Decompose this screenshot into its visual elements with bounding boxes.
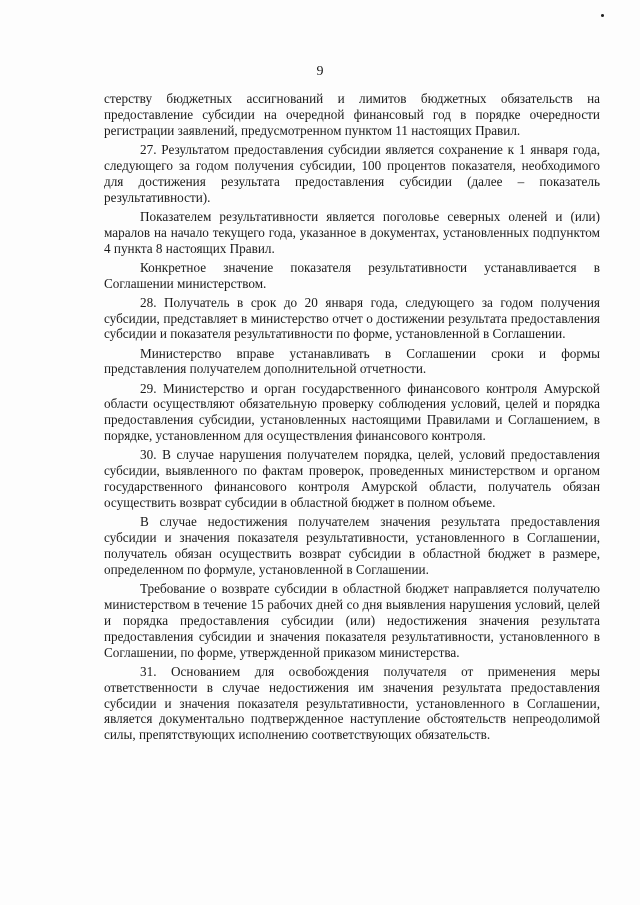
paragraph-additional-reporting: Министерство вправе устанавливать в Соглашении сроки и формы представления получателем дополнительной отчетности. (104, 345, 600, 377)
paragraph-clause-31: 31. Основанием для освобождения получателя от применения меры ответственности в случае недостижения им значения результата предоставления субсидии и значения показателя результативности, установленного в Соглашении, является документально подтвержденное наступление обстоятельств непреодолимой силы, препятствующих исполнению соответствующих обязательств. (104, 663, 600, 743)
paragraph-refund-demand: Требование о возврате субсидии в областной бюджет направляется получателю министерством в течение 15 рабочих дней со дня выявления нарушения условий, целей и порядка предоставления субсидии (или) недостижения значения результата предоставления субсидии и значения показателя результативности, установленного в Соглашении, по форме, утвержденной приказом министерства. (104, 580, 600, 660)
paragraph-continuation: стерству бюджетных ассигнований и лимитов бюджетных обязательств на предоставление субсидии на очередной финансовый год в порядке очередности регистрации заявлений, предусмотренном пунктом 11 настоящих Правил. (104, 91, 600, 138)
paragraph-clause-30: 30. В случае нарушения получателем порядка, целей, условий предоставления субсидии, выявленного по фактам проверок, проведенных министерством и органом государственного финансового контроля Амурской области, получатель обязан осуществить возврат субсидии в областной бюджет в полном объеме. (104, 447, 600, 511)
scan-speck (601, 14, 604, 17)
paragraph-clause-28: 28. Получатель в срок до 20 января года, следующего за годом получения субсидии, представляет в министерство отчет о достижении результата предоставления субсидии и показателя результативности по форме, установленной в Соглашении. (104, 294, 600, 342)
paragraph-clause-27: 27. Результатом предоставления субсидии является сохранение к 1 января года, следующего за годом получения субсидии, 100 процентов показателя, необходимого для достижения результата предоставления субсидии (далее – показатель результативности). (104, 141, 600, 205)
page-number: 9 (316, 64, 324, 79)
paragraph-clause-29: 29. Министерство и орган государственного финансового контроля Амурской области осуществляют обязательную проверку соблюдения условий, целей и порядка предоставления субсидии, установленных настоящими Правилами и Соглашением, в порядке, установленном для осуществления финансового контроля. (104, 380, 600, 444)
paragraph-indicator-definition: Показателем результативности является поголовье северных оленей и (или) маралов на начало текущего года, указанное в документах, установленных подпунктом 4 пункта 8 настоящих Правил. (104, 208, 600, 256)
paragraph-non-achievement: В случае недостижения получателем значения результата предоставления субсидии и значения показателя результативности, установленного в Соглашении, получатель обязан осуществить возврат субсидии в областной бюджет в размере, определенном по формуле, установленной в Соглашении. (104, 514, 600, 577)
paragraph-indicator-value: Конкретное значение показателя результативности устанавливается в Соглашении министерством. (104, 259, 600, 291)
document-body (104, 91, 600, 746)
